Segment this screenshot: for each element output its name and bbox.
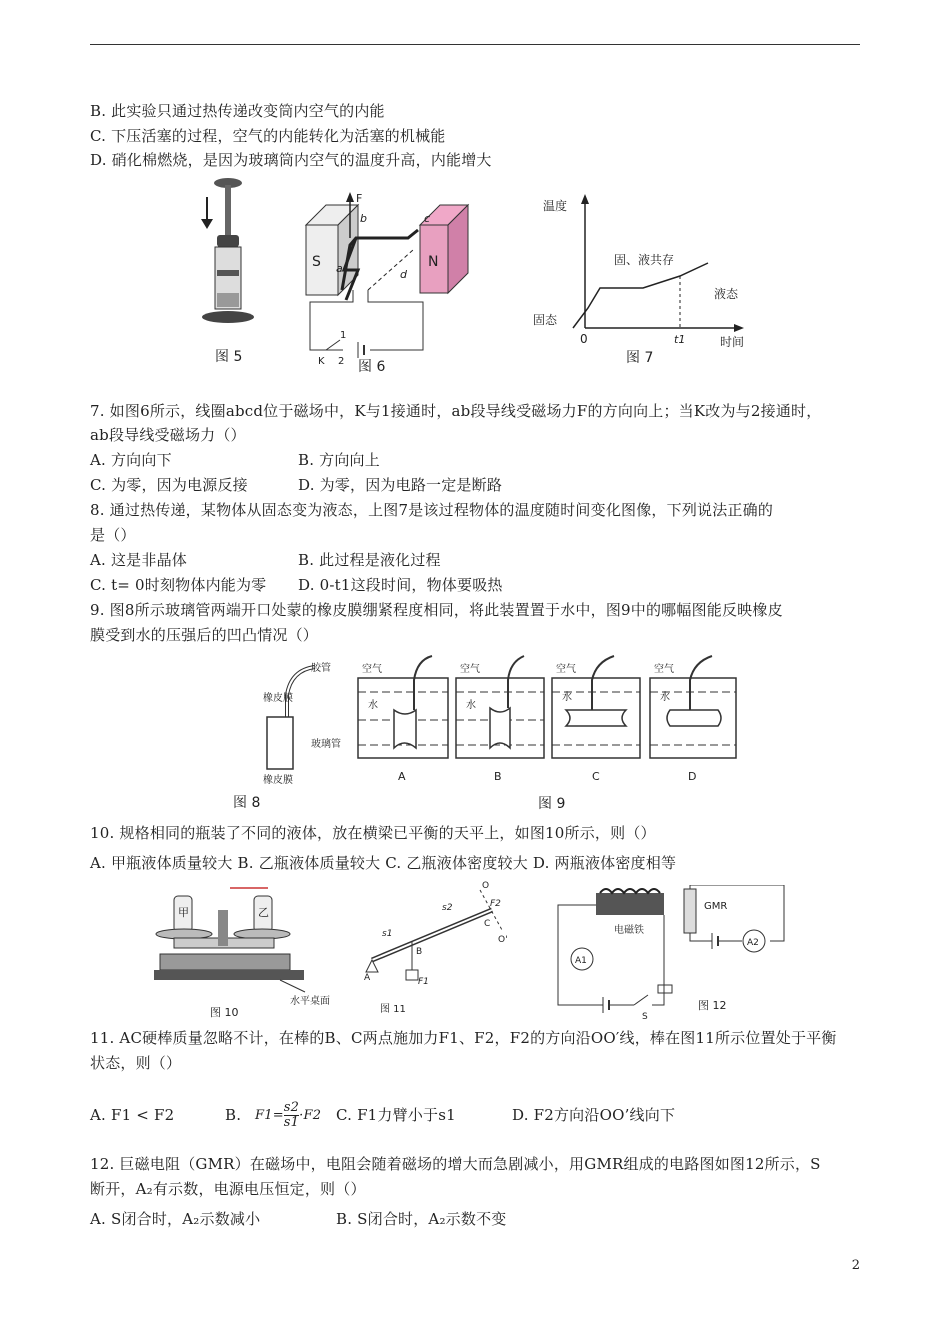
fig11-f1: F1 [418,977,429,987]
figure-9 [352,650,742,815]
fig7-liquid: 液态 [714,287,739,301]
fig12-a1: A1 [575,956,587,966]
fig11-a: A [364,973,371,983]
formula-lhs: F1= [255,1108,284,1123]
fig6-f-label: F [356,192,363,205]
fig9-air-label: 空气 [654,664,674,675]
fig10-desk-label: 水平桌面 [290,996,330,1007]
fig11-s2: s2 [442,903,453,913]
option-6c: C. 下压活塞的过程，空气的内能转化为活塞的机械能 [90,127,446,145]
fig6-s-label: S [312,254,321,270]
question-12-line1: 12. 巨磁电阻（GMR）在磁场中，电阻会随着磁场的增大而急剧减小，用GMR组成的电路图如图12所示，S [90,1155,821,1173]
fig6-a-label: a [336,262,343,275]
figure-8-caption: 图 8 [233,795,261,811]
formula-rhs: ·F2 [299,1108,322,1123]
fig8-glass-label: 玻璃管 [311,739,341,750]
fig6-n-label: N [428,254,439,270]
fig6-c-label: c [424,212,431,225]
figure-12 [548,885,798,1020]
fig11-o: O [482,881,490,891]
fig12-gmr-label: GMR [704,901,728,912]
fig7-x-label: 时间 [720,335,745,349]
figure-12-caption: 图 12 [698,999,727,1012]
fraction-numerator: s2 [283,1099,300,1115]
fig9-water-label: 水 [466,700,476,711]
fig9-water-label: 水 [660,692,670,703]
fig9-label-d: D [688,770,697,783]
q11-option-b-formula [255,1092,321,1138]
fig9-air-label: 空气 [460,664,480,675]
question-11-line2: 状态，则（） [90,1054,182,1072]
fig9-label-c: C [592,770,600,783]
fig12-s: S [642,1012,648,1020]
fig6-d-label: d [400,268,407,281]
fig6-b-label: b [360,212,367,225]
fig9-panel-a [358,656,448,783]
fig9-panel-d [650,656,736,783]
question-9-line2: 膜受到水的压强后的凹凸情况（） [90,626,319,644]
figure-5 [195,175,265,370]
q8-option-d: D. 0-t1这段时间，物体要吸热 [298,576,503,594]
page-number: 2 [851,1258,860,1273]
fig10-yi-label: 乙 [258,906,269,919]
figure-5-caption: 图 5 [215,349,243,365]
fig9-label-b: B [494,770,502,783]
figure-10 [150,882,335,1022]
q11-option-b: B. [225,1106,242,1124]
fig11-s1: s1 [382,929,393,939]
fig9-panel-c [552,656,640,783]
figure-10-caption: 图 10 [210,1006,239,1019]
q12-option-a: A. S闭合时，A₂示数减小 [90,1210,261,1228]
q8-option-c: C. t= 0时刻物体内能为零 [90,576,267,594]
figure-8 [225,655,345,815]
q8-option-b: B. 此过程是液化过程 [298,551,441,569]
fig8-membrane-bottom: 橡皮膜 [263,775,293,786]
fig9-water-label: 水 [562,692,572,703]
figure-6-caption: 图 6 [358,359,386,375]
fig8-membrane-top: 橡皮膜 [263,693,293,704]
fig9-label-a: A [398,770,406,783]
fig11-c: C [484,919,491,929]
q12-option-b: B. S闭合时，A₂示数不变 [336,1210,507,1228]
question-11-line1: 11. AC硬棒质量忽略不计，在棒的B、C两点施加力F1、F2，F2的方向沿OO′线，棒在图11所示位置处于平衡 [90,1029,837,1047]
question-8-line2: 是（） [90,526,136,544]
q7-option-c: C. 为零，因为电源反接 [90,476,248,494]
fig6-k-label: K [318,356,325,367]
option-6b: B. 此实验只通过热传递改变筒内空气的内能 [90,102,385,120]
header-rule [90,44,860,45]
q8-option-a: A. 这是非晶体 [90,551,187,569]
fig12-a2: A2 [747,938,759,948]
fig6-2-label: 2 [338,356,345,367]
fig7-t1: t1 [674,333,686,346]
fig9-air-label: 空气 [556,664,576,675]
q11-option-a: A. F1 < F2 [90,1106,175,1124]
fig9-air-label: 空气 [362,664,382,675]
q7-option-a: A. 方向向下 [90,451,172,469]
question-9-line1: 9. 图8所示玻璃管两端开口处蒙的橡皮膜绷紧程度相同，将此装置置于水中，图9中的哪幅图能反映橡皮 [90,601,783,619]
q7-option-b: B. 方向向上 [298,451,380,469]
question-7-line2: ab段导线受磁场力（） [90,426,246,444]
fig10-jia-label: 甲 [178,906,189,919]
figure-6 [298,190,478,375]
fig12-electromagnet: 电磁铁 [614,925,644,936]
q11-option-c: C. F1力臂小于s1 [336,1106,456,1124]
fraction-denominator: s1 [283,1114,300,1130]
figure-11-caption: 图 11 [380,1004,406,1015]
question-10-options: A. 甲瓶液体质量较大 B. 乙瓶液体质量较大 C. 乙瓶液体密度较大 D. 两瓶液体密度相等 [90,854,677,872]
fig11-o-prime: O' [498,935,508,945]
question-12-line2: 断开，A₂有示数，电源电压恒定，则（） [90,1180,366,1198]
fig9-panel-b [456,656,544,783]
figure-11 [352,880,512,1020]
q7-option-d: D. 为零，因为电路一定是断路 [298,476,503,494]
fig7-y-label: 温度 [543,199,568,213]
figure-9-caption: 图 9 [538,796,566,812]
fig7-solid: 固态 [533,313,558,327]
question-7-line1: 7. 如图6所示，线圈abcd位于磁场中，K与1接通时，ab段导线受磁场力F的方向向上；当K改为与2接通时， [90,402,822,420]
fig6-1-label: 1 [340,330,347,341]
fig8-tube-label: 胶管 [311,663,331,674]
fig7-origin: 0 [580,332,588,346]
fig11-b: B [416,947,423,957]
fig9-water-label: 水 [368,700,378,711]
figure-7 [528,188,753,375]
option-6d: D. 硝化棉燃烧，是因为玻璃筒内空气的温度升高，内能增大 [90,151,492,169]
fig11-f2: F2 [490,899,501,909]
figure-7-caption: 图 7 [626,350,654,366]
question-10-line1: 10. 规格相同的瓶装了不同的液体，放在横梁已平衡的天平上，如图10所示，则（） [90,824,656,842]
fig7-mix: 固、液共存 [614,253,675,267]
q11-option-d: D. F2方向沿OO’线向下 [512,1106,676,1124]
formula-fraction [284,1101,299,1130]
question-8-line1: 8. 通过热传递，某物体从固态变为液态，上图7是该过程物体的温度随时间变化图像，下列说法正确的 [90,501,774,519]
